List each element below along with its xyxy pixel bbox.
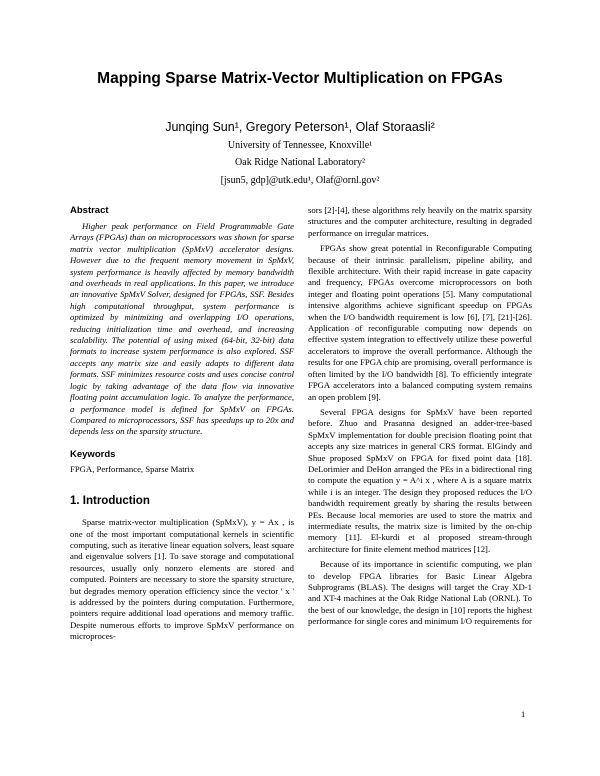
abstract-heading: Abstract: [70, 205, 109, 216]
right-paragraph-2: Several FPGA designs for SpMxV have been reported before. Zhuo and Prasanna designed an adder-tree-based SpMxV implementation for double precision floating point that accepts any size matrices in general CRS format. ElGindy and Shue proposed SpMxV on FPGA for fixed point data [18]. DeLorimier and DeHon arranged the PEs in a bidirectional ring to compute the equation y = A^i x , where A is a square matrix while i is an integer. The design they proposed reduces the I/O bandwidth requirement greatly by sharing the results between PEs. Because local memories are used to store the matrix and intermediate results, the matrix size is limited by the on-chip memory [11]. El-kurdi et al proposed stream-through architecture for finite element method matrices [12].: [308, 406, 532, 554]
keywords-text: FPGA, Performance, Sparse Matrix: [70, 463, 195, 474]
author-emails: [jsun5, gdp]@utk.edu¹, Olaf@ornl.gov²: [220, 175, 380, 186]
keywords-heading: Keywords: [70, 448, 116, 460]
paper-title: Mapping Sparse Matrix-Vector Multiplication on FPGAs: [97, 70, 503, 87]
left-column: [70, 205, 294, 643]
right-column: [308, 205, 532, 628]
right-paragraph-1: FPGAs show great potential in Reconfigurable Computing because of their intrinsic parallelism, pipeline ability, and flexible architecture. With their rapid increase in gate capacity and frequency, FPGAs overcome microprocessors on both integer and floating point operations [5]. Many computational intensive algorithms achieve significant speedup on FPGAs when the I/O bandwidth requirement is low [6], [7], [21]-[26]. Application of reconfigurable computing now depends on effective system integration to effectively utilize these powerful accelerators to improve the overall performance. Although the results for one FPGA chip are promising, overall performance is often limited by the I/O bandwidth [8]. To efficiently integrate FPGA accelerators into a balanced computing system remains an open problem [9].: [308, 243, 532, 402]
introduction-paragraph-1: Sparse matrix-vector multiplication (SpMxV), y = Ax , is one of the most important computational kernels in scientific computing, such as iterative linear equation solvers, least square and eigenvalue solvers [1]. To save storage and computational resources, usually only nonzero elements are stored and computed. Pointers are necessary to store the sparsity structure, but degrades memory operation efficiency since the vector ' x ' is addressed by the pointers during computation. Furthermore, pointers require additional load operations and memory traffic. Despite numerous efforts to improve SpMxV performance on microproces-: [70, 517, 294, 642]
author-list: Junqing Sun¹, Gregory Peterson¹, Olaf Storaasli²: [165, 120, 435, 134]
right-paragraph-0: sors [2]-[4], these algorithms rely heavily on the matrix sparsity structures and the computer architecture, resulting in degraded performance on irregular matrices.: [308, 205, 532, 238]
introduction-heading: 1. Introduction: [70, 495, 150, 508]
right-paragraph-3: Because of its importance in scientific computing, we plan to develop FPGA libraries for Basic Linear Algebra Subprograms (BLAS). The designs will target the Cray XD-1 and XT-4 machines at the Oak Ridge National Lab (ORNL). To the best of our knowledge, the design in [10] reports the highest performance for single cores and minimum I/O requirements for: [308, 559, 532, 627]
affiliation-1: University of Tennessee, Knoxville¹: [227, 140, 373, 151]
page-number: 1: [521, 709, 526, 719]
affiliation-2: Oak Ridge National Laboratory²: [235, 157, 365, 168]
abstract-text: Higher peak performance on Field Programmable Gate Arrays (FPGAs) than on microprocessors was shown for sparse matrix vector multiplication (SpMxV) accelerator designs. However due to the frequent memory movement in SpMxV, system performance is heavily affected by memory bandwidth and overheads in real applications. In this paper, we introduce an innovative SpMxV Solver, designed for FPGAs, SSF. Besides high computational throughput, system performance is optimized by minimizing and overlapping I/O operations, reducing initialization time and overhead, and increasing scalability. The potential of using mixed (64-bit, 32-bit) data formats to increase system performance is also explored. SSF accepts any matrix size and easily adapts to different data formats. SSF minimizes resource costs and uses concise control logic by taking advantage of the data flow via innovative floating point accumulation logic. To analyze the performance, a performance model is defined for SpMxV on FPGAs. Compared to microprocessors, SSF has speedups up to 20x and depends less on the sparsity structure.: [70, 221, 294, 437]
